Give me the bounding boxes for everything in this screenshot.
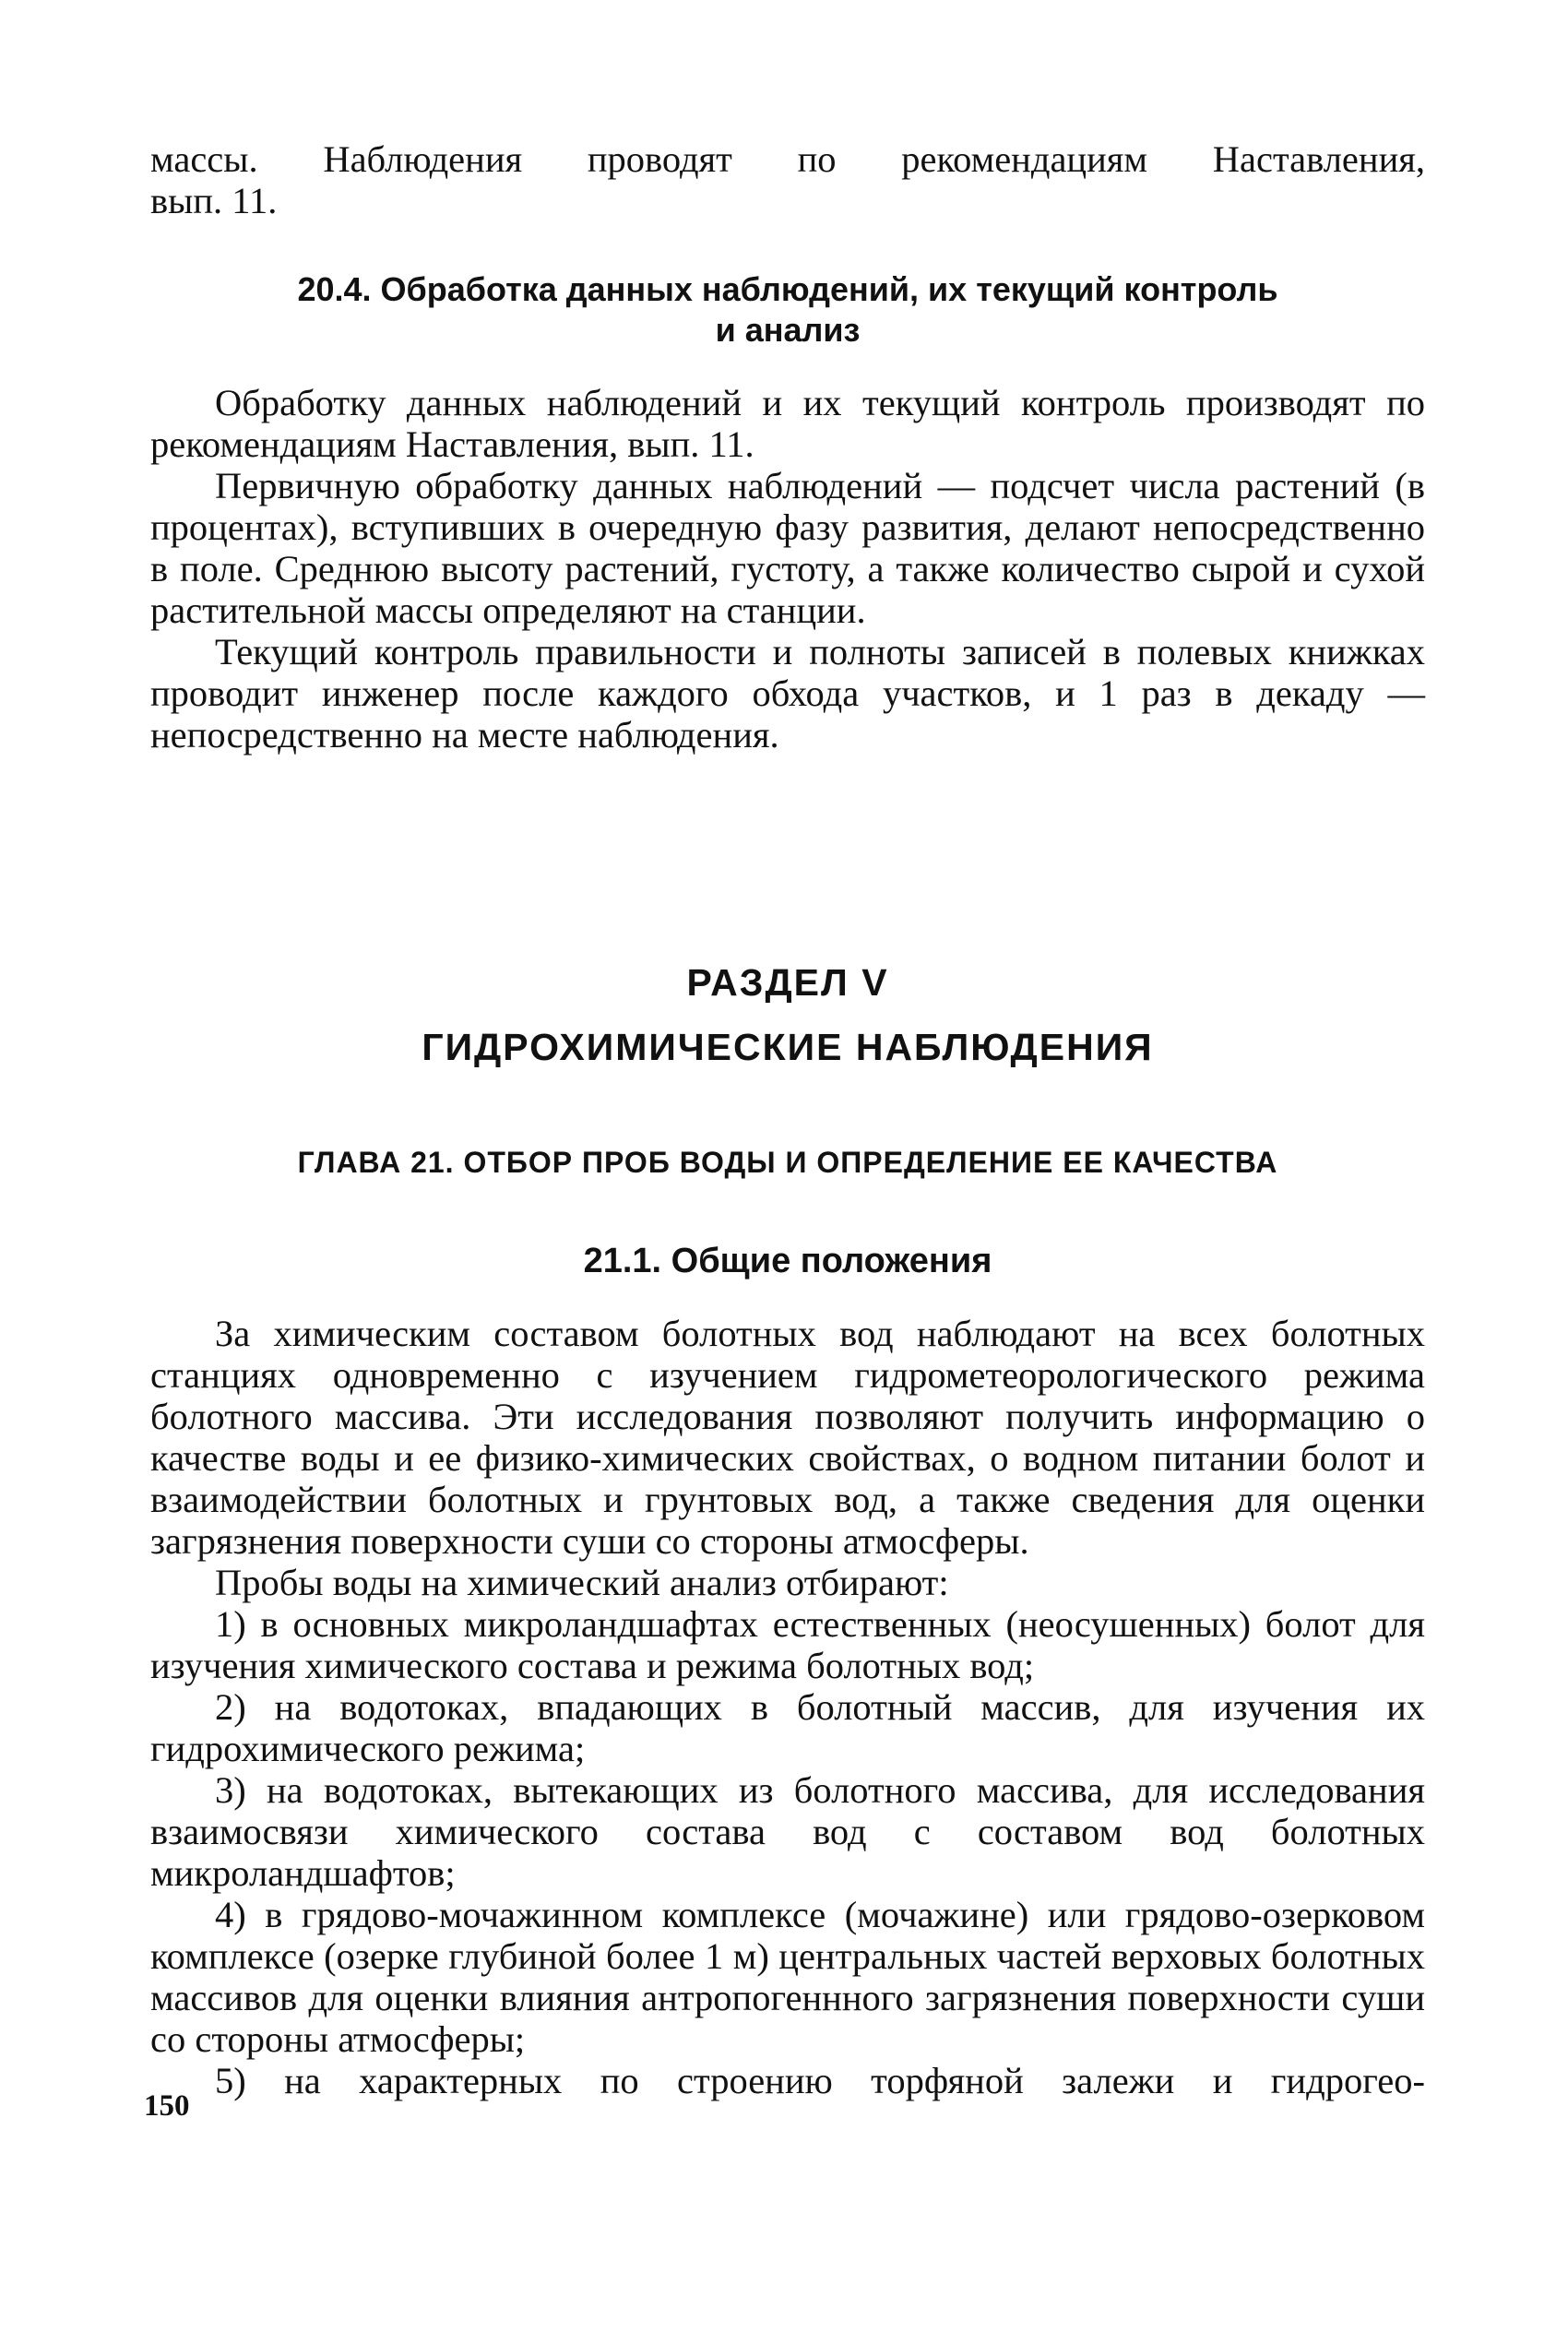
list-item: 1) в основных микроландшафтах естественных (неосушенных) болот для изучения химического состава и режима болотных вод;: [150, 1603, 1425, 1686]
part-heading: [150, 959, 1425, 1005]
paragraph: Обработку данных наблюдений и их текущий контроль производят по рекомендациям Наставления, вып. 11.: [150, 382, 1425, 465]
page-number: 150: [144, 2089, 190, 2123]
chapter-heading: [150, 1144, 1425, 1181]
paragraph: Текущий контроль правильности и полноты записей в полевых книжках проводит инженер после каждого обхода участков, и 1 раз в декаду — непосредственно на месте наблюдения.: [150, 631, 1425, 756]
section-20-4-heading-line-2: и анализ: [715, 311, 861, 349]
paragraph: За химическим составом болотных вод наблюдают на всех болотных станциях одновременно с изучением гидрометеорологического режима болотного массива. Эти исследования позволяют получить информацию о качестве воды и ее физико-химических свойствах, о водном питании болот и взаимодействии болотных и грунтовых вод, а также сведения для оценки загрязнения поверхности суши со стороны атмосферы.: [150, 1313, 1425, 1562]
list-item: 2) на водотоках, впадающих в болотный массив, для изучения их гидрохимического режима;: [150, 1686, 1425, 1769]
list-item: 5) на характерных по строению торфяной залежи и гидрогео-: [215, 2060, 1425, 2101]
part-label: РАЗДЕЛ V: [686, 961, 889, 1004]
section-21-1-body: [150, 1313, 1425, 2101]
section-21-1-title: 21.1. Общие положения: [583, 1242, 992, 1280]
list-item: 3) на водотоках, вытекающих из болотного массива, для исследования взаимосвязи химического состава вод с составом вод болотных микроландшафтов;: [150, 1769, 1425, 1894]
list-intro: Пробы воды на химический анализ отбирают:: [215, 1562, 949, 1603]
part-title-block: [150, 1024, 1425, 1070]
carryover-paragraph: [150, 138, 1425, 221]
section-20-4-body: [150, 382, 1425, 756]
carryover-line-2: вып. 11.: [150, 180, 278, 221]
paragraph: Первичную обработку данных наблюдений — подсчет числа растений (в процентах), вступивших в очередную фазу развития, делают непосредственно в поле. Среднюю высоту растений, густоту, а также количество сырой и сухой растительной массы определяют на станции.: [150, 465, 1425, 631]
section-20-4-heading: [150, 269, 1425, 351]
chapter-title: ГЛАВА 21. ОТБОР ПРОБ ВОДЫ И ОПРЕДЕЛЕНИЕ ЕЕ КАЧЕСТВА: [297, 1146, 1278, 1179]
section-20-4-heading-line-1: 20.4. Обработка данных наблюдений, их текущий контроль: [297, 270, 1278, 308]
list-item: 4) в грядово-мочажинном комплексе (мочажине) или грядово-озерковом комплексе (озерке глубиной более 1 м) центральных частей верховых болотных массивов для оценки влияния антропогеннного загрязнения поверхности суши со стороны атмосферы;: [150, 1894, 1425, 2060]
carryover-line-1: массы. Наблюдения проводят по рекомендациям Наставления,: [150, 138, 1425, 180]
part-title: ГИДРОХИМИЧЕСКИЕ НАБЛЮДЕНИЯ: [422, 1026, 1154, 1068]
section-21-1-heading: [150, 1241, 1425, 1281]
